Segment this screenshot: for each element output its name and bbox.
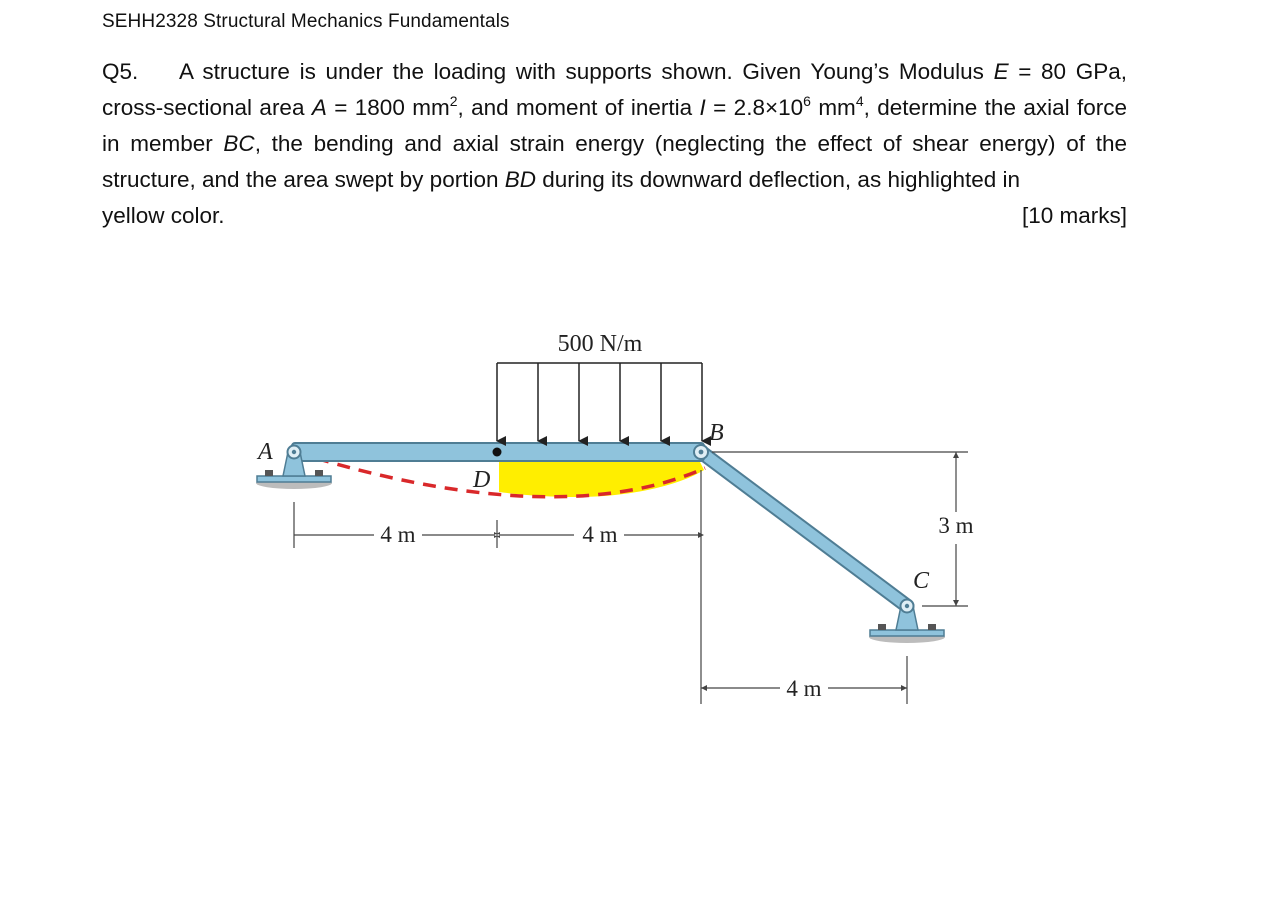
marks-label: [10 marks] [1021,203,1127,228]
pin-B-center [699,450,704,455]
q-text-7: , determine the axial force in member [102,95,1128,156]
label-C: C [913,568,930,594]
symbol-E: E [993,59,1009,84]
dimension-BC-vertical [712,452,968,606]
point-D-marker [493,448,502,457]
label-D: D [473,467,491,493]
sup-2: 2 [449,93,458,109]
symbol-BD: BD [504,167,536,192]
sup-6: 6 [803,93,811,109]
q-text-3: = 1800 mm [326,95,450,120]
sup-4: 4 [855,93,864,109]
symbol-I: I [699,95,706,120]
label-B: B [709,420,724,446]
member-BC [701,452,907,606]
dimension-AD-DB [294,470,701,704]
question-number: Q5. [102,59,139,84]
symbol-BC: BC [223,131,255,156]
q-text-9: during its downward deflection, as highlighted in [536,167,1021,192]
q-text-2: = 80 GPa, cross-sectional area [102,59,1127,120]
symbol-A: A [311,95,327,120]
distributed-load [497,363,702,441]
course-title: SEHH2328 Structural Mechanics Fundamentals [102,11,510,32]
load-label: 500 N/m [557,331,643,357]
q-text-1: A structure is under the loading with supports shown. Given Young’s Modulus [179,59,994,84]
dim-AD-label: 4 m [380,522,416,547]
q-text-last: yellow color. [102,203,225,228]
dim-DB-label: 4 m [582,522,618,547]
dim-BC-vertical-label: 3 m [938,513,974,538]
dim-BC-horizontal-label: 4 m [786,676,822,701]
q-text-4: , and moment of inertia [457,95,700,120]
q-text-6: mm [810,95,856,120]
label-A: A [258,439,273,465]
q-text-5: = 2.8×10 [705,95,804,120]
q-text-8: , the bending and axial strain energy (neglecting the effect of shear energy) of the structure, and the area swept by portion [102,131,1127,192]
